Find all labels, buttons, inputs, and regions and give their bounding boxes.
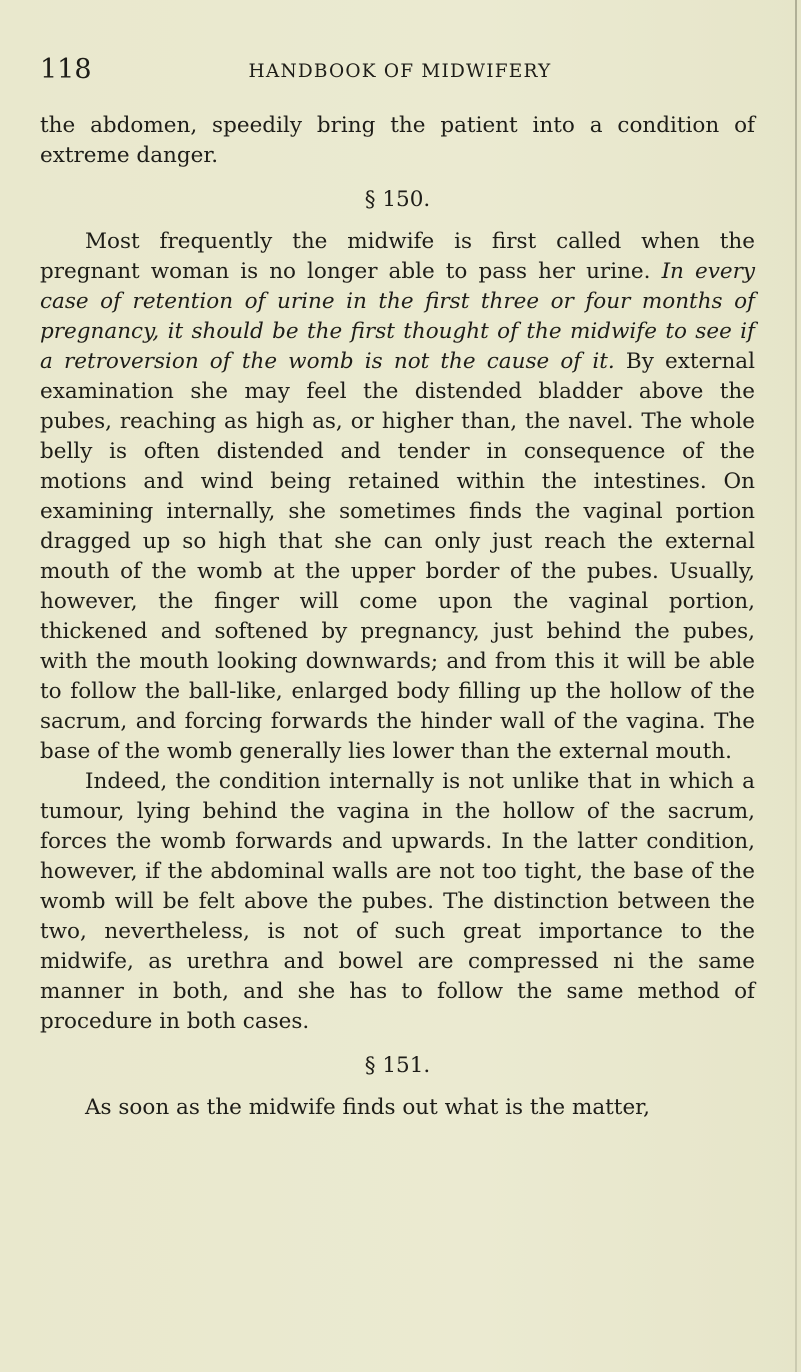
paragraph-rest: By external examination she may feel the distended bladder above the pubes, reaching as high as, or higher than, the navel. The whole belly is often distended and tender in consequence of the motions and wind being retained within the intestines. On examining internally, she sometimes finds the vaginal portion dragged up so high that she can only just reach the external mouth of the womb at the upper border of the pubes. Usually, however, the finger will come upon the vaginal portion, thickened and softened by pregnancy, just behind the pubes, with the mouth looking downwards; and from this it will be able to follow the ball-like, enlarged body filling up the hollow of the sacrum, and forcing forwards the hinder wall of the vagina. The base of the womb generally lies lower than the external mouth.	[40, 349, 756, 764]
paragraph-lead: Most frequently the midwife is first called when the pregnant woman is no longer able to pass her urine.	[40, 229, 755, 284]
paragraph-section-150	[40, 227, 755, 767]
paragraph-section-150-b: Indeed, the condition internally is not unlike that in which a tumour, lying behind the vagina in the hollow of the sacrum, forces the womb forwards and upwards. In the latter condition, however, if the abdominal walls are not too tight, the base of the womb will be felt above the pubes. The distinction between the two, nevertheless, is not of such great importance to the midwife, as urethra and bowel are compressed ni the same manner in both, and she has to follow the same method of procedure in both cases.	[40, 769, 755, 1034]
italic-passage: In every case of retention of urine in the first three or four months of pregnancy, it should be the first thought of the midwife to see if a retroversion of the womb is not the cause of it.	[40, 259, 755, 374]
running-head: HANDBOOK OF MIDWIFERY	[248, 61, 552, 82]
section-heading-151: § 151.	[364, 1053, 431, 1078]
body-text	[40, 111, 755, 1123]
page-edge-shadow	[795, 0, 797, 1372]
paragraph-continued: the abdomen, speedily bring the patient into a condition of extreme danger.	[40, 113, 755, 168]
page-number: 118	[40, 54, 92, 85]
paragraph-section-151: As soon as the midwife finds out what is the matter,	[85, 1095, 650, 1120]
page-header	[40, 54, 760, 94]
section-heading-150: § 150.	[364, 187, 431, 212]
